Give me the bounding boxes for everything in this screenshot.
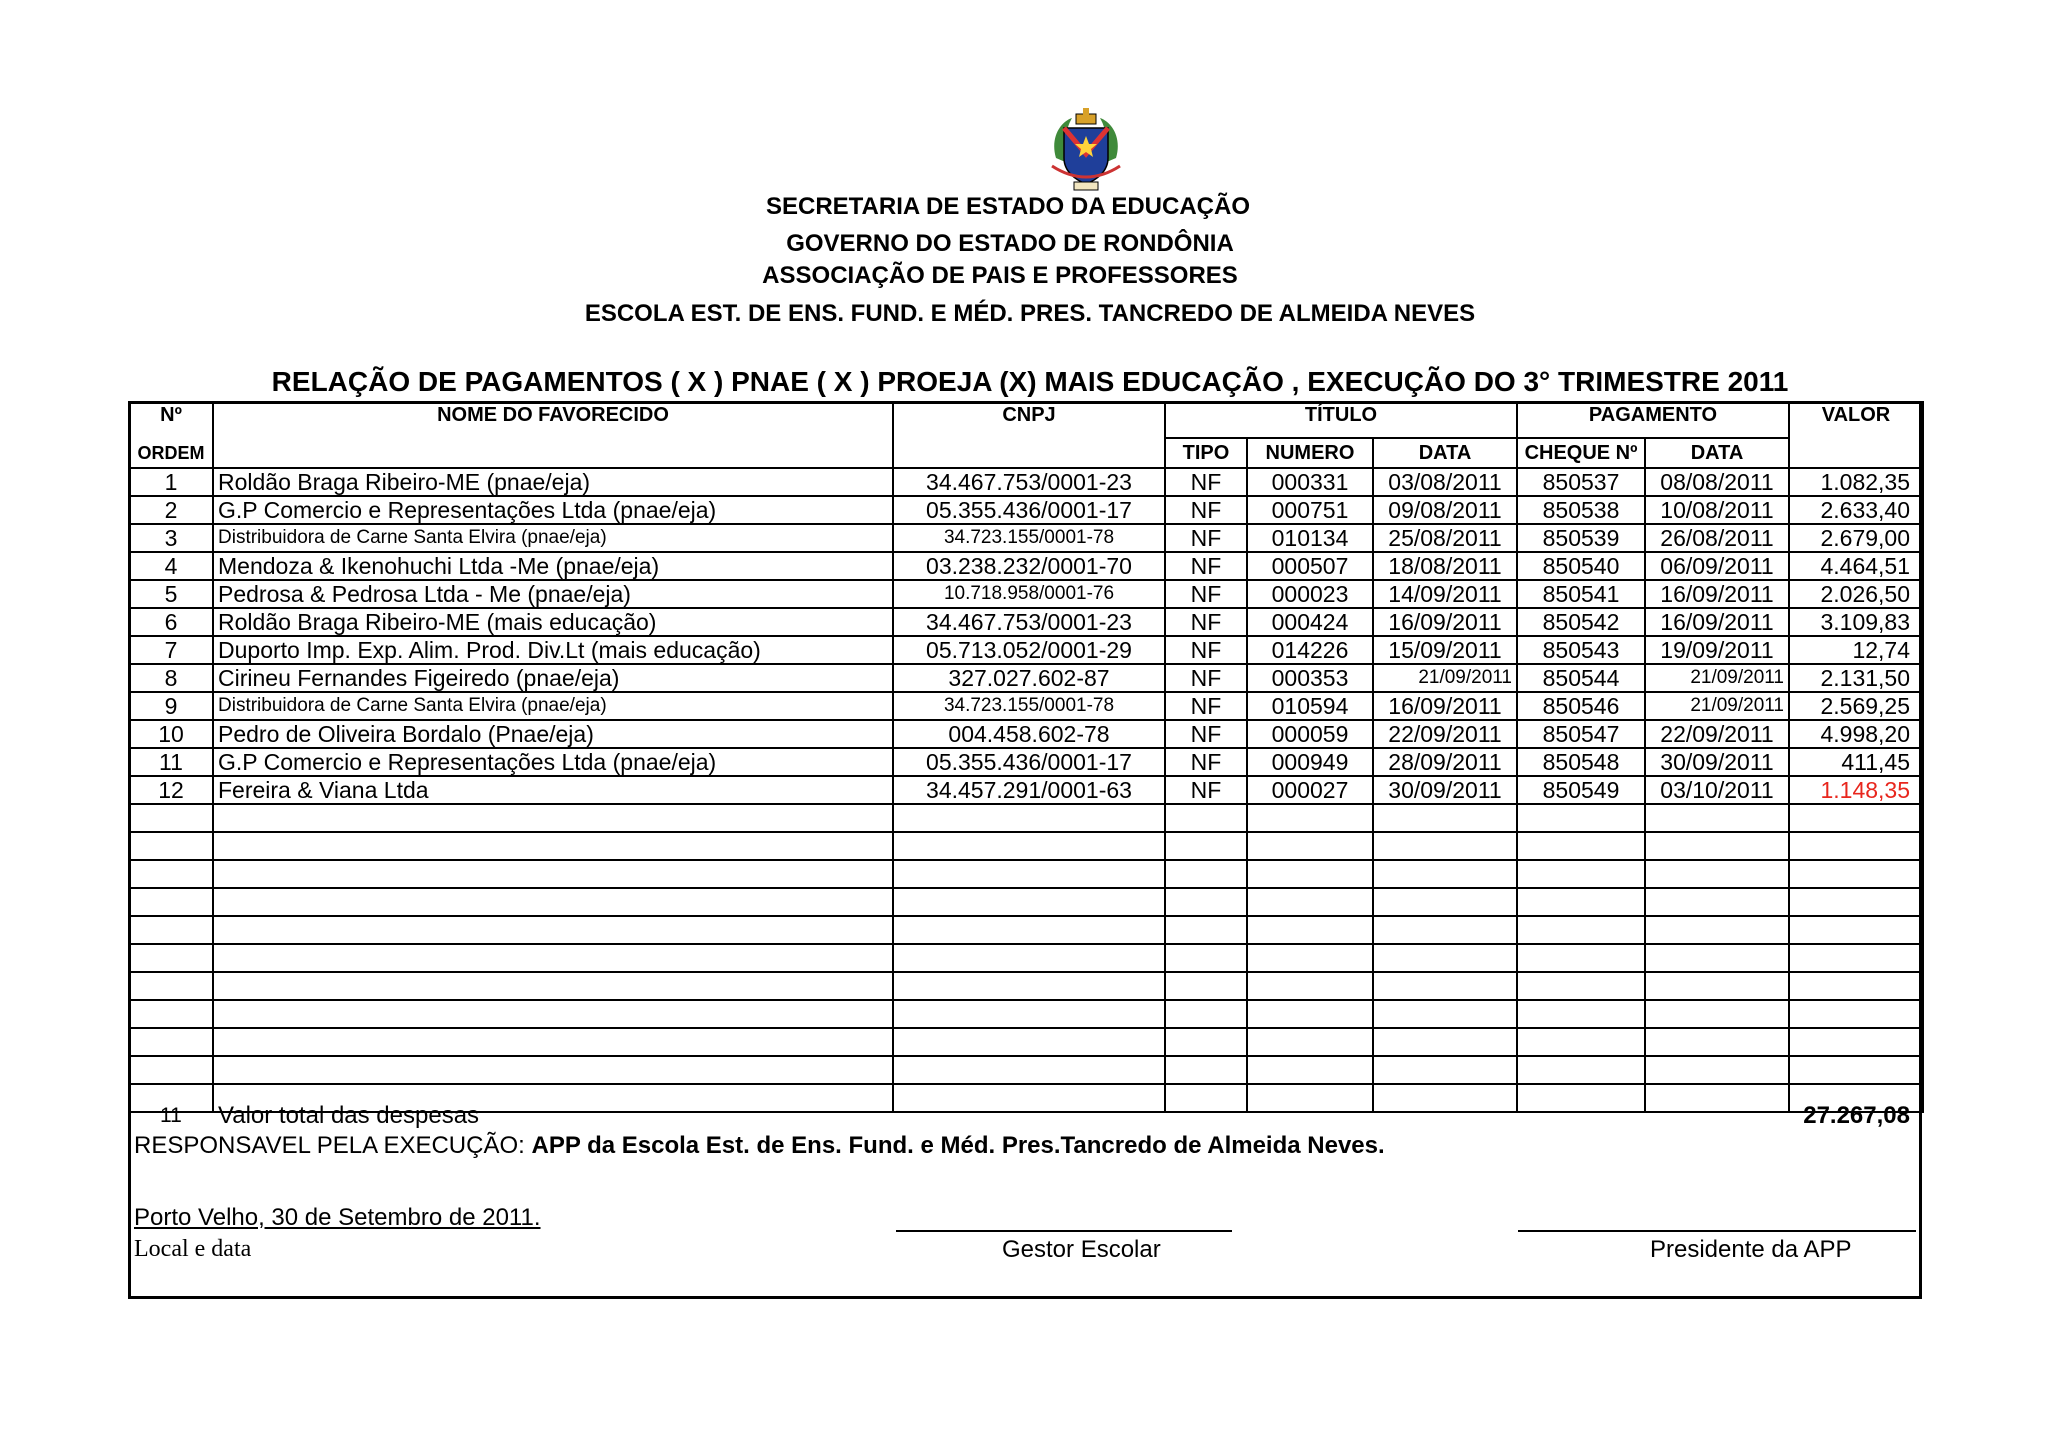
row-tipo: NF <box>1165 524 1247 552</box>
empty-cell <box>129 804 213 832</box>
empty-cell <box>213 832 893 860</box>
row-valor: 2.633,40 <box>1789 496 1923 524</box>
row-nome: Cirineu Fernandes Figeiredo (pnae/eja) <box>213 664 893 692</box>
state-coat-of-arms-icon <box>1046 108 1126 192</box>
empty-cell <box>1645 972 1789 1000</box>
empty-row <box>129 1056 1923 1084</box>
empty-row <box>129 1000 1923 1028</box>
empty-cell <box>1373 916 1517 944</box>
row-nome: Distribuidora de Carne Santa Elvira (pnae/eja) <box>213 524 893 552</box>
row-tipo: NF <box>1165 552 1247 580</box>
empty-cell <box>1165 832 1247 860</box>
empty-cell <box>1645 888 1789 916</box>
empty-cell <box>1373 944 1517 972</box>
empty-cell <box>1645 916 1789 944</box>
row-cheque: 850547 <box>1517 720 1645 748</box>
row-cnpj: 05.713.052/0001-29 <box>893 636 1165 664</box>
row-tipo: NF <box>1165 664 1247 692</box>
empty-cell <box>213 804 893 832</box>
row-data-pagamento: 06/09/2011 <box>1645 552 1789 580</box>
row-nome: Fereira & Viana Ltda <box>213 776 893 804</box>
signature-label-presidente: Presidente da APP <box>1650 1236 1852 1263</box>
row-ordem: 2 <box>129 496 213 524</box>
empty-cell <box>1645 804 1789 832</box>
empty-cell <box>1247 972 1373 1000</box>
row-valor: 2.679,00 <box>1789 524 1923 552</box>
table-row <box>129 748 1923 776</box>
payments-table <box>128 401 1924 1113</box>
empty-cell <box>1247 944 1373 972</box>
empty-row <box>129 888 1923 916</box>
header-line-2: GOVERNO DO ESTADO DE RONDÔNIA <box>786 230 1234 257</box>
table-row <box>129 776 1923 804</box>
table-row <box>129 608 1923 636</box>
report-title: RELAÇÃO DE PAGAMENTOS ( X ) PNAE ( X ) PROEJA (X) MAIS EDUCAÇÃO , EXECUÇÃO DO 3° TRIMESTRE 2011 <box>271 366 1789 397</box>
table-row <box>129 496 1923 524</box>
row-cheque: 850549 <box>1517 776 1645 804</box>
total-count: 11 <box>160 1104 182 1127</box>
row-nome: Roldão Braga Ribeiro-ME (pnae/eja) <box>213 468 893 496</box>
empty-cell <box>1373 1056 1517 1084</box>
total-label: Valor total das despesas <box>218 1102 480 1129</box>
responsible-value: APP da Escola Est. de Ens. Fund. e Méd. Pres.Tancredo de Almeida Neves. <box>531 1132 1385 1159</box>
table-row <box>129 552 1923 580</box>
empty-cell <box>1165 1000 1247 1028</box>
table-row <box>129 720 1923 748</box>
empty-cell <box>893 1028 1165 1056</box>
row-valor: 12,74 <box>1789 636 1923 664</box>
row-nome: G.P Comercio e Representações Ltda (pnae/eja) <box>213 748 893 776</box>
row-tipo: NF <box>1165 468 1247 496</box>
empty-cell <box>1373 1028 1517 1056</box>
empty-cell <box>129 860 213 888</box>
empty-cell <box>1165 1056 1247 1084</box>
empty-cell <box>1789 1000 1923 1028</box>
row-numero: 000059 <box>1247 720 1373 748</box>
col-header-tipo: TIPO <box>1165 438 1247 468</box>
empty-cell <box>1789 804 1923 832</box>
empty-cell <box>213 1000 893 1028</box>
row-data-pagamento: 21/09/2011 <box>1645 692 1789 720</box>
row-ordem: 9 <box>129 692 213 720</box>
signature-label-gestor: Gestor Escolar <box>1002 1236 1161 1263</box>
col-header-no: Nº <box>129 402 213 438</box>
row-data: 25/08/2011 <box>1373 524 1517 552</box>
row-ordem: 11 <box>129 748 213 776</box>
total-value: 27.267,08 <box>1803 1102 1910 1129</box>
row-cnpj: 34.467.753/0001-23 <box>893 608 1165 636</box>
row-cnpj: 03.238.232/0001-70 <box>893 552 1165 580</box>
row-cnpj: 10.718.958/0001-76 <box>893 580 1165 608</box>
row-tipo: NF <box>1165 496 1247 524</box>
row-tipo: NF <box>1165 608 1247 636</box>
empty-cell <box>1165 972 1247 1000</box>
empty-cell <box>893 916 1165 944</box>
empty-cell <box>1645 832 1789 860</box>
empty-cell <box>1165 860 1247 888</box>
row-valor: 3.109,83 <box>1789 608 1923 636</box>
row-numero: 000023 <box>1247 580 1373 608</box>
empty-cell <box>129 1000 213 1028</box>
empty-cell <box>893 1000 1165 1028</box>
empty-cell <box>1247 804 1373 832</box>
empty-cell <box>1517 888 1645 916</box>
empty-row <box>129 860 1923 888</box>
empty-cell <box>1789 972 1923 1000</box>
col-header-nome-blank <box>213 438 893 468</box>
empty-cell <box>1517 1000 1645 1028</box>
empty-cell <box>1247 916 1373 944</box>
row-data: 14/09/2011 <box>1373 580 1517 608</box>
empty-cell <box>1517 860 1645 888</box>
row-data: 15/09/2011 <box>1373 636 1517 664</box>
row-cnpj: 34.723.155/0001-78 <box>893 524 1165 552</box>
row-numero: 010594 <box>1247 692 1373 720</box>
col-header-cheque: CHEQUE Nº <box>1517 438 1645 468</box>
row-numero: 000424 <box>1247 608 1373 636</box>
row-numero: 014226 <box>1247 636 1373 664</box>
empty-cell <box>1247 1000 1373 1028</box>
empty-cell <box>129 1028 213 1056</box>
row-data: 21/09/2011 <box>1373 664 1517 692</box>
row-tipo: NF <box>1165 748 1247 776</box>
empty-row <box>129 972 1923 1000</box>
row-cnpj: 327.027.602-87 <box>893 664 1165 692</box>
total-row <box>128 1098 1922 1132</box>
row-data: 28/09/2011 <box>1373 748 1517 776</box>
row-cnpj: 34.457.291/0001-63 <box>893 776 1165 804</box>
row-data-pagamento: 03/10/2011 <box>1645 776 1789 804</box>
col-header-valor: VALOR <box>1789 402 1923 438</box>
responsible-line <box>134 1132 1385 1160</box>
row-tipo: NF <box>1165 692 1247 720</box>
empty-cell <box>1789 1056 1923 1084</box>
col-header-data: DATA <box>1373 438 1517 468</box>
empty-cell <box>893 888 1165 916</box>
row-cnpj: 05.355.436/0001-17 <box>893 496 1165 524</box>
empty-cell <box>1373 860 1517 888</box>
row-cheque: 850543 <box>1517 636 1645 664</box>
row-data: 16/09/2011 <box>1373 692 1517 720</box>
empty-row <box>129 832 1923 860</box>
empty-cell <box>1789 832 1923 860</box>
empty-cell <box>213 944 893 972</box>
row-ordem: 12 <box>129 776 213 804</box>
empty-cell <box>893 860 1165 888</box>
empty-row <box>129 1028 1923 1056</box>
row-nome: Pedrosa & Pedrosa Ltda - Me (pnae/eja) <box>213 580 893 608</box>
empty-cell <box>213 972 893 1000</box>
empty-cell <box>1517 804 1645 832</box>
empty-cell <box>213 888 893 916</box>
empty-cell <box>1247 860 1373 888</box>
empty-cell <box>1373 1000 1517 1028</box>
table-row <box>129 468 1923 496</box>
row-valor: 2.569,25 <box>1789 692 1923 720</box>
row-valor: 4.464,51 <box>1789 552 1923 580</box>
row-cnpj: 34.723.155/0001-78 <box>893 692 1165 720</box>
empty-cell <box>1645 860 1789 888</box>
row-ordem: 7 <box>129 636 213 664</box>
row-nome: Duporto Imp. Exp. Alim. Prod. Div.Lt (mais educação) <box>213 636 893 664</box>
table-body <box>129 468 1923 1112</box>
empty-cell <box>213 916 893 944</box>
row-tipo: NF <box>1165 720 1247 748</box>
empty-cell <box>1789 888 1923 916</box>
row-valor: 411,45 <box>1789 748 1923 776</box>
row-cheque: 850538 <box>1517 496 1645 524</box>
empty-cell <box>1165 916 1247 944</box>
empty-cell <box>893 1056 1165 1084</box>
row-nome: Pedro de Oliveira Bordalo (Pnae/eja) <box>213 720 893 748</box>
empty-cell <box>1789 1028 1923 1056</box>
table-row <box>129 580 1923 608</box>
col-header-numero: NUMERO <box>1247 438 1373 468</box>
place-label: Local e data <box>134 1236 252 1262</box>
empty-cell <box>1373 972 1517 1000</box>
row-valor: 2.026,50 <box>1789 580 1923 608</box>
row-ordem: 1 <box>129 468 213 496</box>
empty-cell <box>1247 1028 1373 1056</box>
row-cnpj: 004.458.602-78 <box>893 720 1165 748</box>
row-data-pagamento: 08/08/2011 <box>1645 468 1789 496</box>
table-row <box>129 692 1923 720</box>
row-numero: 000353 <box>1247 664 1373 692</box>
empty-cell <box>1165 944 1247 972</box>
empty-cell <box>213 1056 893 1084</box>
empty-cell <box>893 832 1165 860</box>
empty-cell <box>1517 916 1645 944</box>
row-valor: 1.082,35 <box>1789 468 1923 496</box>
empty-cell <box>1789 860 1923 888</box>
empty-cell <box>213 1028 893 1056</box>
row-numero: 000751 <box>1247 496 1373 524</box>
row-cheque: 850537 <box>1517 468 1645 496</box>
row-data-pagamento: 21/09/2011 <box>1645 664 1789 692</box>
empty-cell <box>1645 1028 1789 1056</box>
row-tipo: NF <box>1165 580 1247 608</box>
row-nome: Distribuidora de Carne Santa Elvira (pnae/eja) <box>213 692 893 720</box>
empty-cell <box>129 832 213 860</box>
row-numero: 010134 <box>1247 524 1373 552</box>
row-data: 03/08/2011 <box>1373 468 1517 496</box>
empty-cell <box>1789 944 1923 972</box>
row-ordem: 4 <box>129 552 213 580</box>
row-valor: 4.998,20 <box>1789 720 1923 748</box>
row-data-pagamento: 10/08/2011 <box>1645 496 1789 524</box>
col-header-nome: NOME DO FAVORECIDO <box>213 402 893 438</box>
row-numero: 000949 <box>1247 748 1373 776</box>
row-tipo: NF <box>1165 636 1247 664</box>
empty-cell <box>1165 804 1247 832</box>
col-header-titulo: TÍTULO <box>1165 402 1517 438</box>
row-cnpj: 05.355.436/0001-17 <box>893 748 1165 776</box>
row-ordem: 3 <box>129 524 213 552</box>
empty-row <box>129 944 1923 972</box>
empty-cell <box>129 944 213 972</box>
row-cheque: 850542 <box>1517 608 1645 636</box>
empty-cell <box>1165 888 1247 916</box>
row-cheque: 850540 <box>1517 552 1645 580</box>
empty-cell <box>1645 1000 1789 1028</box>
row-cheque: 850541 <box>1517 580 1645 608</box>
table-row <box>129 664 1923 692</box>
table-row <box>129 524 1923 552</box>
table-row <box>129 636 1923 664</box>
row-ordem: 5 <box>129 580 213 608</box>
col-header-data-pagamento: DATA <box>1645 438 1789 468</box>
empty-cell <box>1373 804 1517 832</box>
row-numero: 000507 <box>1247 552 1373 580</box>
row-data-pagamento: 22/09/2011 <box>1645 720 1789 748</box>
empty-cell <box>1517 944 1645 972</box>
row-data: 09/08/2011 <box>1373 496 1517 524</box>
col-header-cnpj-blank <box>893 438 1165 468</box>
empty-cell <box>129 972 213 1000</box>
row-valor: 2.131,50 <box>1789 664 1923 692</box>
row-data: 22/09/2011 <box>1373 720 1517 748</box>
row-tipo: NF <box>1165 776 1247 804</box>
header-line-4: ESCOLA EST. DE ENS. FUND. E MÉD. PRES. TANCREDO DE ALMEIDA NEVES <box>584 300 1476 327</box>
empty-cell <box>893 972 1165 1000</box>
row-ordem: 6 <box>129 608 213 636</box>
empty-cell <box>129 888 213 916</box>
row-data: 16/09/2011 <box>1373 608 1517 636</box>
empty-cell <box>893 804 1165 832</box>
col-header-ordem: ORDEM <box>129 438 213 468</box>
row-cheque: 850548 <box>1517 748 1645 776</box>
empty-cell <box>893 944 1165 972</box>
empty-cell <box>1247 1056 1373 1084</box>
empty-cell <box>1645 1056 1789 1084</box>
empty-cell <box>1789 916 1923 944</box>
row-data-pagamento: 16/09/2011 <box>1645 608 1789 636</box>
header-line-3: ASSOCIAÇÃO DE PAIS E PROFESSORES <box>762 262 1238 289</box>
empty-cell <box>129 916 213 944</box>
empty-cell <box>129 1056 213 1084</box>
row-nome: Mendoza & Ikenohuchi Ltda -Me (pnae/eja) <box>213 552 893 580</box>
empty-cell <box>1645 944 1789 972</box>
empty-cell <box>1517 1028 1645 1056</box>
row-valor: 1.148,35 <box>1789 776 1923 804</box>
row-nome: G.P Comercio e Representações Ltda (pnae/eja) <box>213 496 893 524</box>
row-cheque: 850539 <box>1517 524 1645 552</box>
empty-cell <box>1247 832 1373 860</box>
row-cheque: 850546 <box>1517 692 1645 720</box>
header-line-1: SECRETARIA DE ESTADO DA EDUCAÇÃO <box>765 193 1251 220</box>
empty-cell <box>1373 888 1517 916</box>
row-data: 30/09/2011 <box>1373 776 1517 804</box>
col-header-valor-blank <box>1789 438 1923 468</box>
row-data: 18/08/2011 <box>1373 552 1517 580</box>
row-numero: 000331 <box>1247 468 1373 496</box>
row-numero: 000027 <box>1247 776 1373 804</box>
empty-cell <box>1517 832 1645 860</box>
row-data-pagamento: 26/08/2011 <box>1645 524 1789 552</box>
empty-cell <box>1247 888 1373 916</box>
col-header-cnpj: CNPJ <box>893 402 1165 438</box>
empty-row <box>129 916 1923 944</box>
empty-row <box>129 804 1923 832</box>
empty-cell <box>1165 1028 1247 1056</box>
row-data-pagamento: 30/09/2011 <box>1645 748 1789 776</box>
row-ordem: 8 <box>129 664 213 692</box>
row-nome: Roldão Braga Ribeiro-ME (mais educação) <box>213 608 893 636</box>
row-cnpj: 34.467.753/0001-23 <box>893 468 1165 496</box>
row-data-pagamento: 19/09/2011 <box>1645 636 1789 664</box>
empty-cell <box>1517 1056 1645 1084</box>
col-header-pagamento: PAGAMENTO <box>1517 402 1789 438</box>
responsible-label: RESPONSAVEL PELA EXECUÇÃO: <box>134 1132 532 1159</box>
empty-cell <box>1373 832 1517 860</box>
row-cheque: 850544 <box>1517 664 1645 692</box>
row-data-pagamento: 16/09/2011 <box>1645 580 1789 608</box>
place-date: Porto Velho, 30 de Setembro de 2011. <box>134 1204 541 1231</box>
signature-line-gestor <box>896 1230 1232 1232</box>
row-ordem: 10 <box>129 720 213 748</box>
empty-cell <box>1517 972 1645 1000</box>
empty-cell <box>213 860 893 888</box>
signature-line-presidente <box>1518 1230 1916 1232</box>
